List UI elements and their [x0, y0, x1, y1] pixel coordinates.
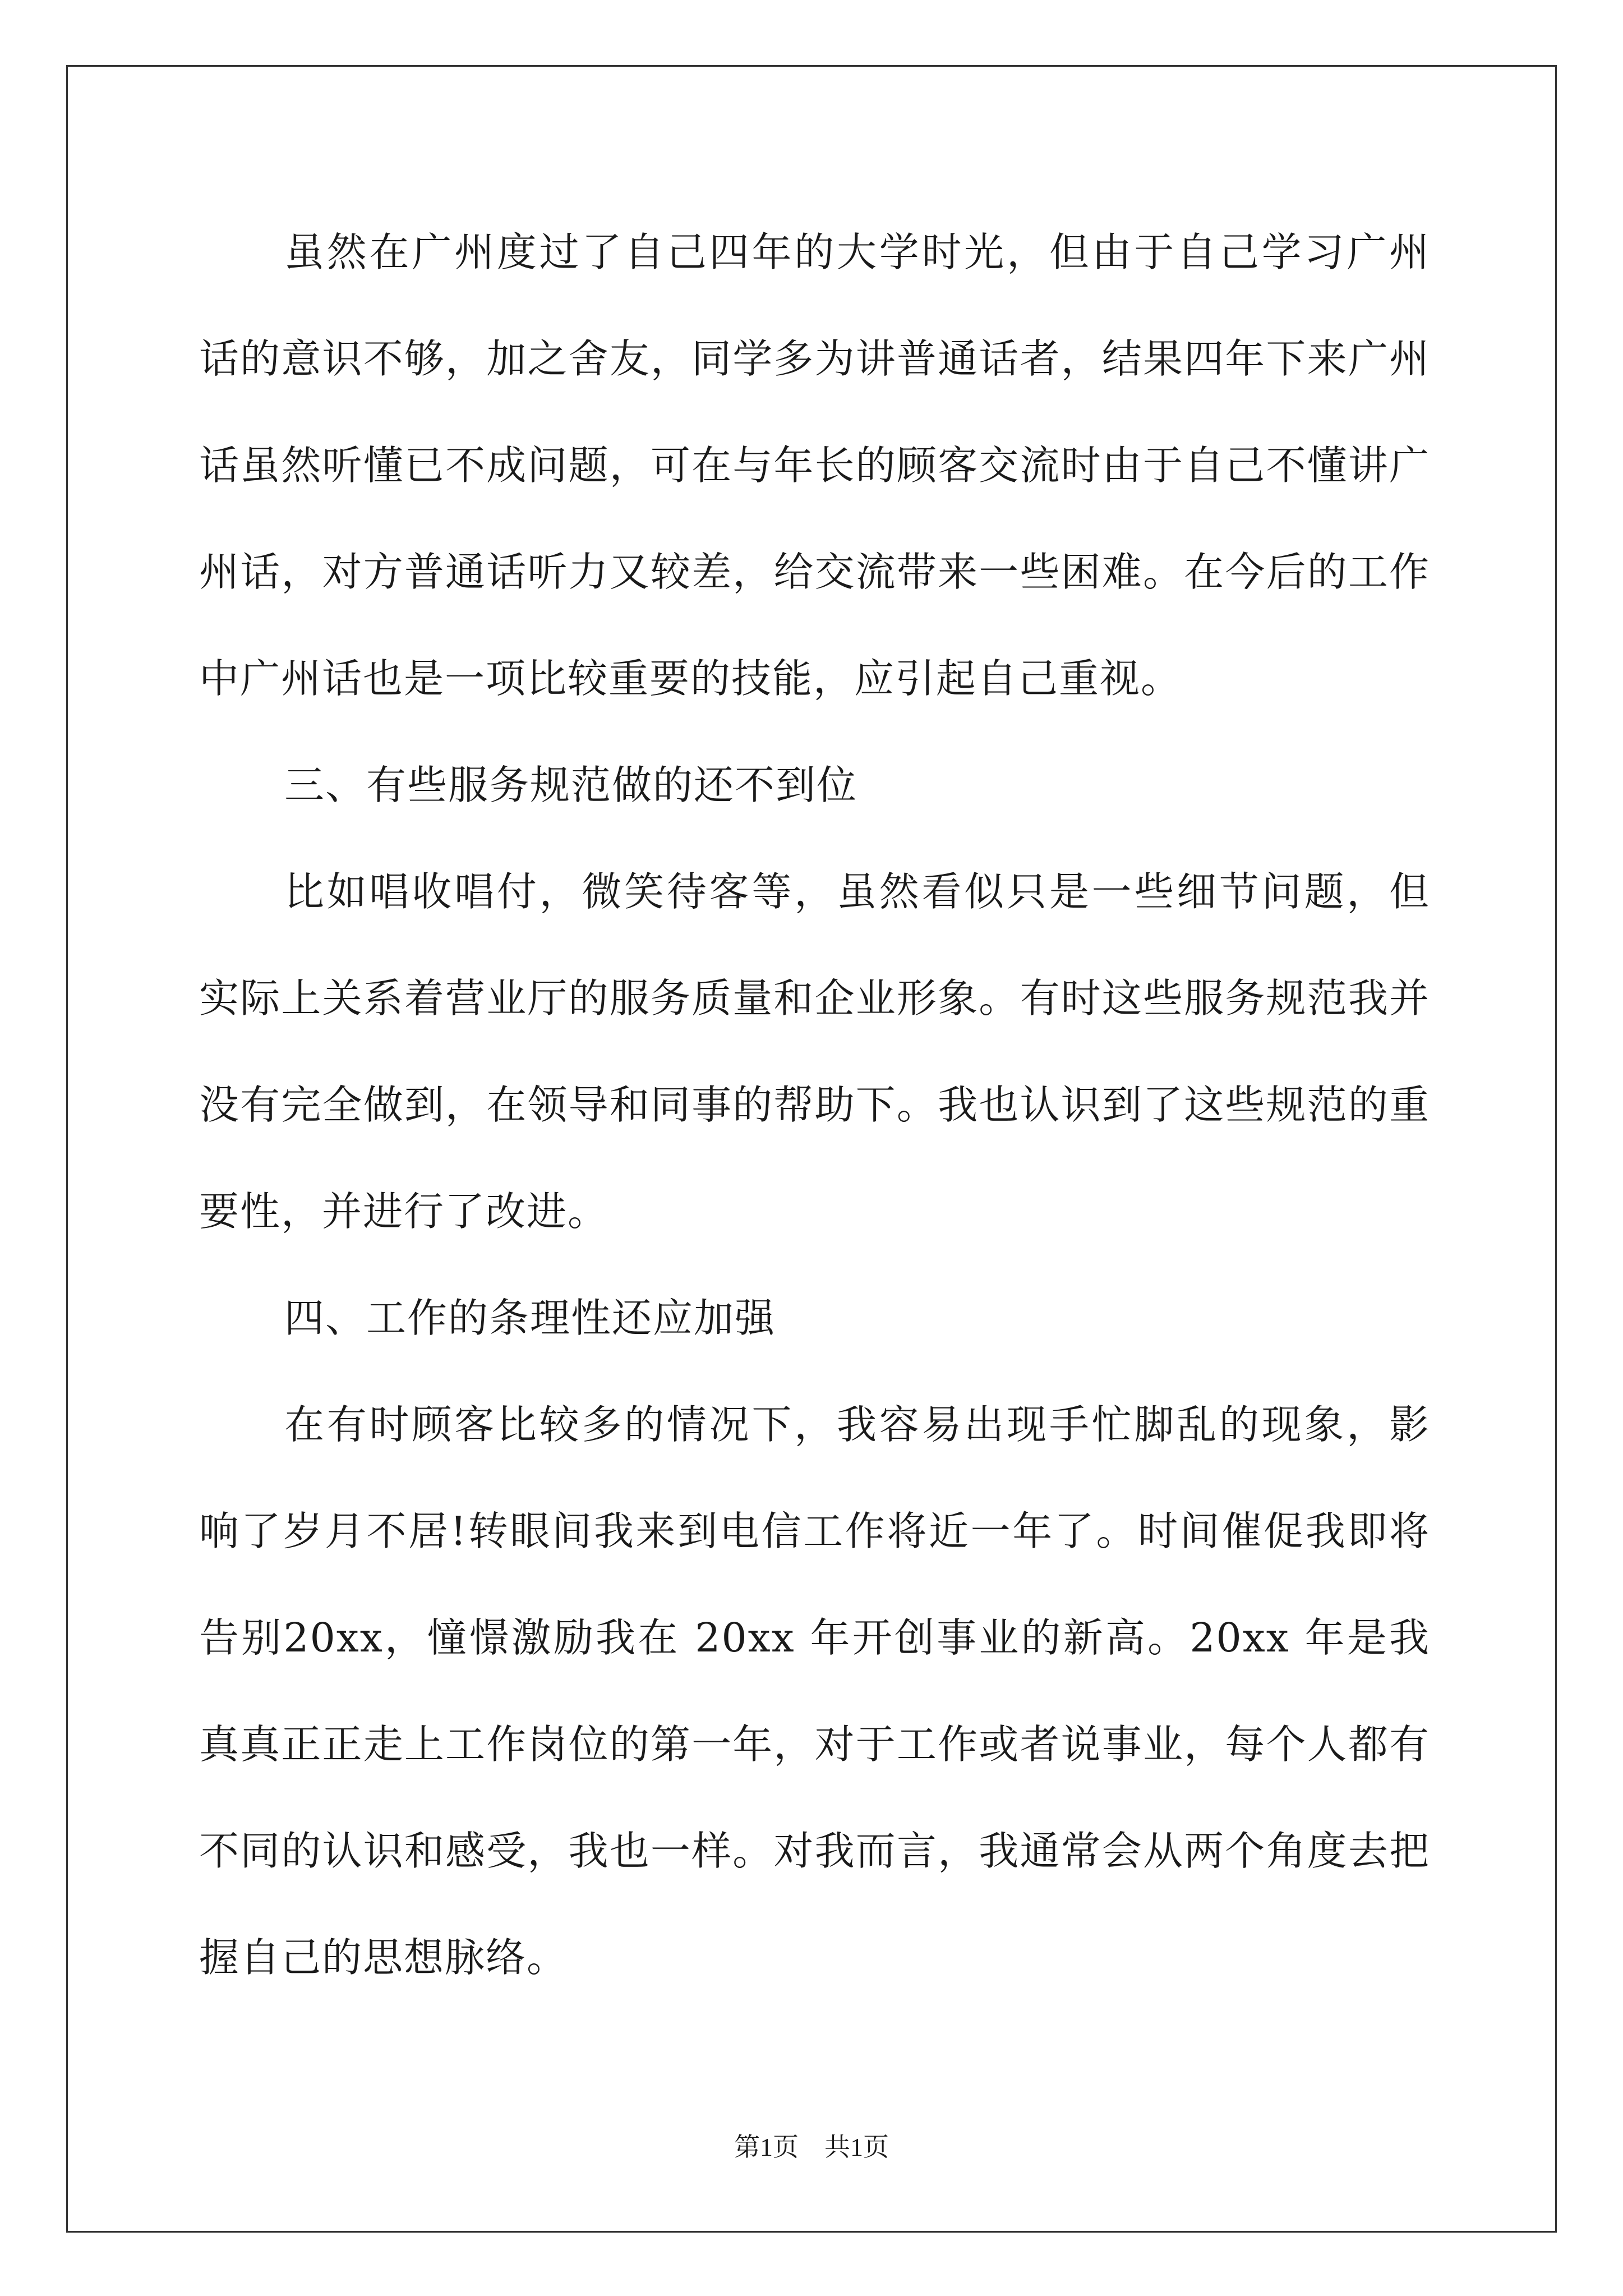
section-heading-4: 四、工作的条理性还应加强 — [284, 1295, 776, 1341]
section-heading-3: 三、有些服务规范做的还不到位 — [284, 762, 858, 808]
paragraph-guangzhou-dialect: 虽然在广州度过了自己四年的大学时光，但由于自己学习广州话的意识不够，加之舍友，同学多为讲普通话者，结果四年下来广州话虽然听懂已不成问题，可在与年长的顾客交流时由于自己不懂讲广州话，对方普通话听力又较差，给交流带来一些困难。在今后的工作中广州话也是一项比较重要的技能，应引起自己重视。 — [199, 229, 1430, 702]
paragraph-work-organization: 在有时顾客比较多的情况下，我容易出现手忙脚乱的现象，影响了岁月不居!转眼间我来到电信工作将近一年了。时间催促我即将告别20xx，憧憬激励我在 20xx 年开创事业的新高。20xx 年是我真真正正走上工作岗位的第一年，对于工作或者说事业，每个人都有不同的认识和感受，我也一样。对我而言，我通常会从两个角度去把握自己的思想脉络。 — [199, 1401, 1430, 1981]
paragraph-service-standards: 比如唱收唱付，微笑待客等，虽然看似只是一些细节问题，但实际上关系着营业厅的服务质量和企业形象。有时这些服务规范我并没有完全做到，在领导和同事的帮助下。我也认识到了这些规范的重要性，并进行了改进。 — [199, 868, 1430, 1235]
document-body — [199, 199, 1430, 2011]
page-number-footer: 第1页 共1页 — [734, 2133, 889, 2161]
